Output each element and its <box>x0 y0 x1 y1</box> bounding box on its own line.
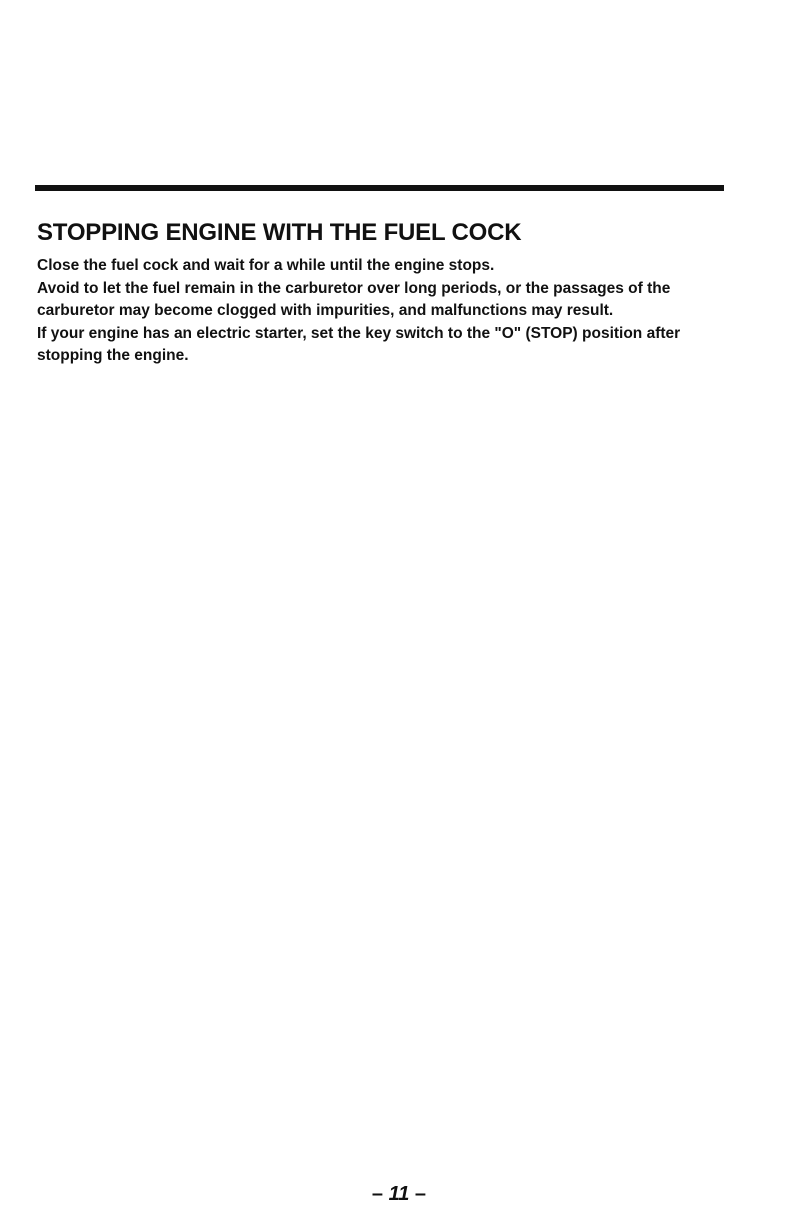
footer-dash-left: – <box>371 1183 389 1205</box>
page-footer <box>0 1183 798 1206</box>
section-body <box>37 255 727 368</box>
section-divider-rule <box>35 185 724 191</box>
paragraph-carburetor-warning: Avoid to let the fuel remain in the carburetor over long periods, or the passages of the carburetor may become clogged with impurities, and malfunctions may result. <box>37 279 671 320</box>
paragraph-electric-starter: If your engine has an electric starter, set the key switch to the "O" (STOP) position after stopping the engine. <box>37 324 681 365</box>
section-heading: STOPPING ENGINE WITH THE FUEL COCK <box>37 219 522 246</box>
paragraph-close-fuel-cock: Close the fuel cock and wait for a while until the engine stops. <box>37 257 495 274</box>
footer-dash-right: – <box>409 1183 427 1205</box>
page-number: 11 <box>388 1183 410 1205</box>
